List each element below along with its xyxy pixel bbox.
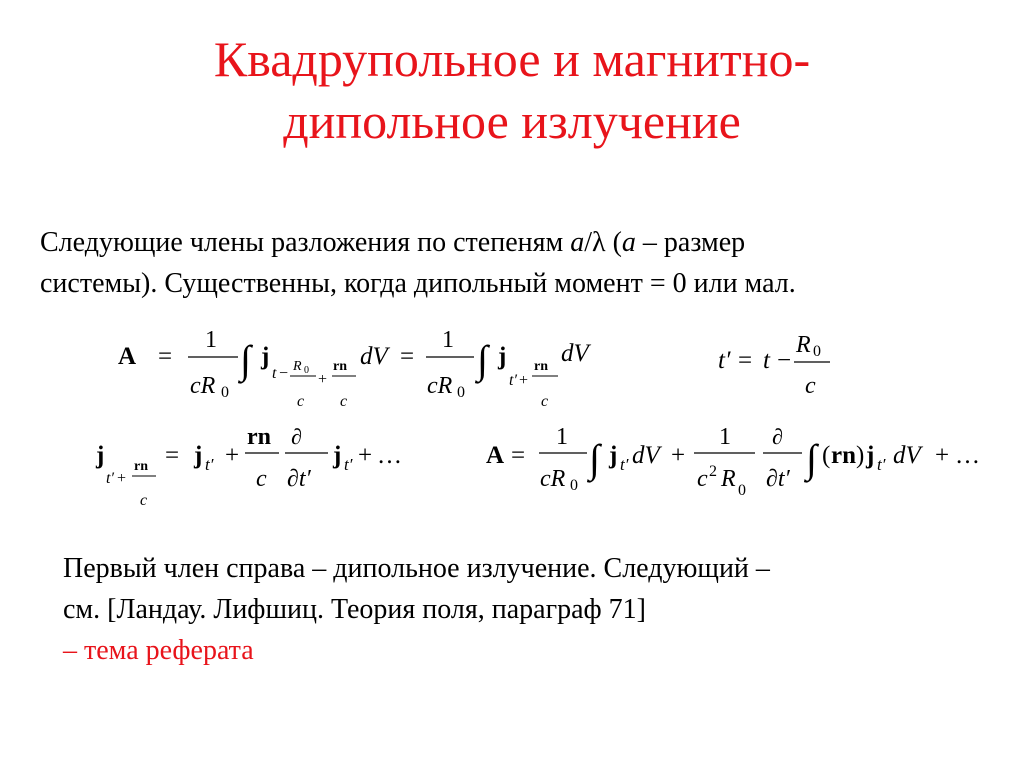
- svg-text:∫: ∫: [589, 436, 600, 481]
- svg-text:=: =: [738, 347, 753, 374]
- svg-text:dV: dV: [360, 343, 388, 370]
- svg-text:1: 1: [719, 424, 731, 450]
- formula-retarded-time: [718, 332, 830, 399]
- svg-text:=: =: [400, 343, 415, 370]
- svg-text:t′: t′: [205, 455, 214, 474]
- svg-text:c: c: [697, 466, 708, 492]
- svg-text:j: j: [96, 442, 105, 469]
- svg-text:t′: t′: [620, 455, 629, 474]
- svg-text:j: j: [498, 343, 507, 370]
- svg-text:=: =: [158, 343, 173, 370]
- svg-text:t: t: [272, 365, 277, 382]
- svg-text:c: c: [297, 393, 305, 410]
- svg-text:2: 2: [709, 463, 717, 480]
- svg-text:+: +: [318, 371, 328, 388]
- svg-text:1: 1: [442, 327, 454, 353]
- svg-text:−: −: [279, 365, 289, 382]
- svg-text:c: c: [541, 393, 549, 410]
- intro-line-1: Следующие члены разложения по степеням a/λ (a – размер: [40, 227, 746, 258]
- svg-text:∂: ∂: [772, 424, 783, 449]
- svg-text:=: =: [165, 442, 180, 469]
- svg-text:1: 1: [205, 327, 217, 353]
- svg-text:j: j: [609, 442, 618, 469]
- svg-text:0: 0: [813, 343, 821, 360]
- svg-text:…: …: [955, 442, 980, 469]
- conclusion-line-3: – тема реферата: [63, 635, 254, 666]
- svg-text:R: R: [721, 466, 736, 492]
- svg-text:A: A: [486, 442, 505, 469]
- svg-text:): ): [856, 442, 865, 469]
- svg-text:+: +: [117, 470, 127, 487]
- svg-text:rn: rn: [247, 424, 271, 450]
- svg-text:+: +: [935, 442, 950, 469]
- svg-text:t′: t′: [344, 455, 353, 474]
- svg-text:…: …: [377, 442, 402, 469]
- svg-text:t′: t′: [718, 347, 731, 374]
- conclusion-line-2: см. [Ландау. Лифшиц. Теория поля, параграф 71]: [63, 594, 646, 625]
- formula-multipole-expansion: [486, 424, 980, 499]
- svg-text:t′: t′: [509, 372, 517, 389]
- svg-text:rn: rn: [534, 359, 548, 374]
- svg-text:cR: cR: [540, 466, 566, 492]
- svg-text:∂: ∂: [291, 424, 302, 449]
- svg-text:j: j: [261, 343, 270, 370]
- title-line-2: дипольное излучение: [283, 93, 741, 149]
- svg-text:dV: dV: [893, 442, 921, 469]
- svg-text:+: +: [225, 442, 240, 469]
- svg-text:−: −: [777, 347, 792, 374]
- svg-text:A: A: [118, 343, 137, 370]
- svg-text:+: +: [358, 442, 373, 469]
- svg-text:rn: rn: [333, 359, 347, 374]
- svg-text:c: c: [340, 393, 348, 410]
- svg-text:∫: ∫: [477, 337, 488, 382]
- svg-text:t′: t′: [106, 470, 114, 487]
- svg-text:(: (: [822, 442, 831, 469]
- formula-current-expansion: [95, 424, 402, 509]
- svg-text:rn: rn: [831, 442, 856, 469]
- svg-text:∂t′: ∂t′: [287, 466, 311, 492]
- svg-text:R: R: [293, 359, 302, 374]
- svg-text:t′: t′: [877, 455, 886, 474]
- svg-text:c: c: [140, 492, 148, 509]
- svg-text:dV: dV: [632, 442, 660, 469]
- svg-text:R: R: [796, 332, 811, 358]
- svg-text:0: 0: [738, 482, 746, 499]
- svg-text:c: c: [805, 373, 816, 399]
- svg-text:∫: ∫: [240, 337, 251, 382]
- svg-text:c: c: [256, 466, 267, 492]
- svg-text:t: t: [763, 347, 770, 374]
- svg-text:dV: dV: [561, 340, 589, 367]
- svg-text:+: +: [671, 442, 686, 469]
- svg-text:0: 0: [304, 365, 309, 376]
- svg-text:∫: ∫: [806, 436, 817, 481]
- svg-text:=: =: [511, 442, 526, 469]
- formula-vector-potential-A: [118, 327, 592, 410]
- svg-text:+: +: [519, 372, 529, 389]
- svg-text:0: 0: [221, 384, 229, 401]
- title-line-1: Квадрупольное и магнитно-: [213, 31, 811, 87]
- conclusion-paragraph: [63, 548, 770, 671]
- svg-text:0: 0: [570, 477, 578, 494]
- svg-text:cR: cR: [427, 373, 453, 399]
- svg-text:j: j: [866, 442, 875, 469]
- intro-line-2: системы). Существенны, когда дипольный момент = 0 или мал.: [40, 268, 796, 299]
- svg-text:cR: cR: [190, 373, 216, 399]
- svg-text:j: j: [333, 442, 342, 469]
- svg-text:1: 1: [556, 424, 568, 450]
- conclusion-line-1: Первый член справа – дипольное излучение. Следующий –: [63, 553, 770, 584]
- svg-text:rn: rn: [134, 459, 148, 474]
- svg-text:∂t′: ∂t′: [766, 466, 790, 492]
- svg-text:j: j: [194, 442, 203, 469]
- svg-text:0: 0: [457, 384, 465, 401]
